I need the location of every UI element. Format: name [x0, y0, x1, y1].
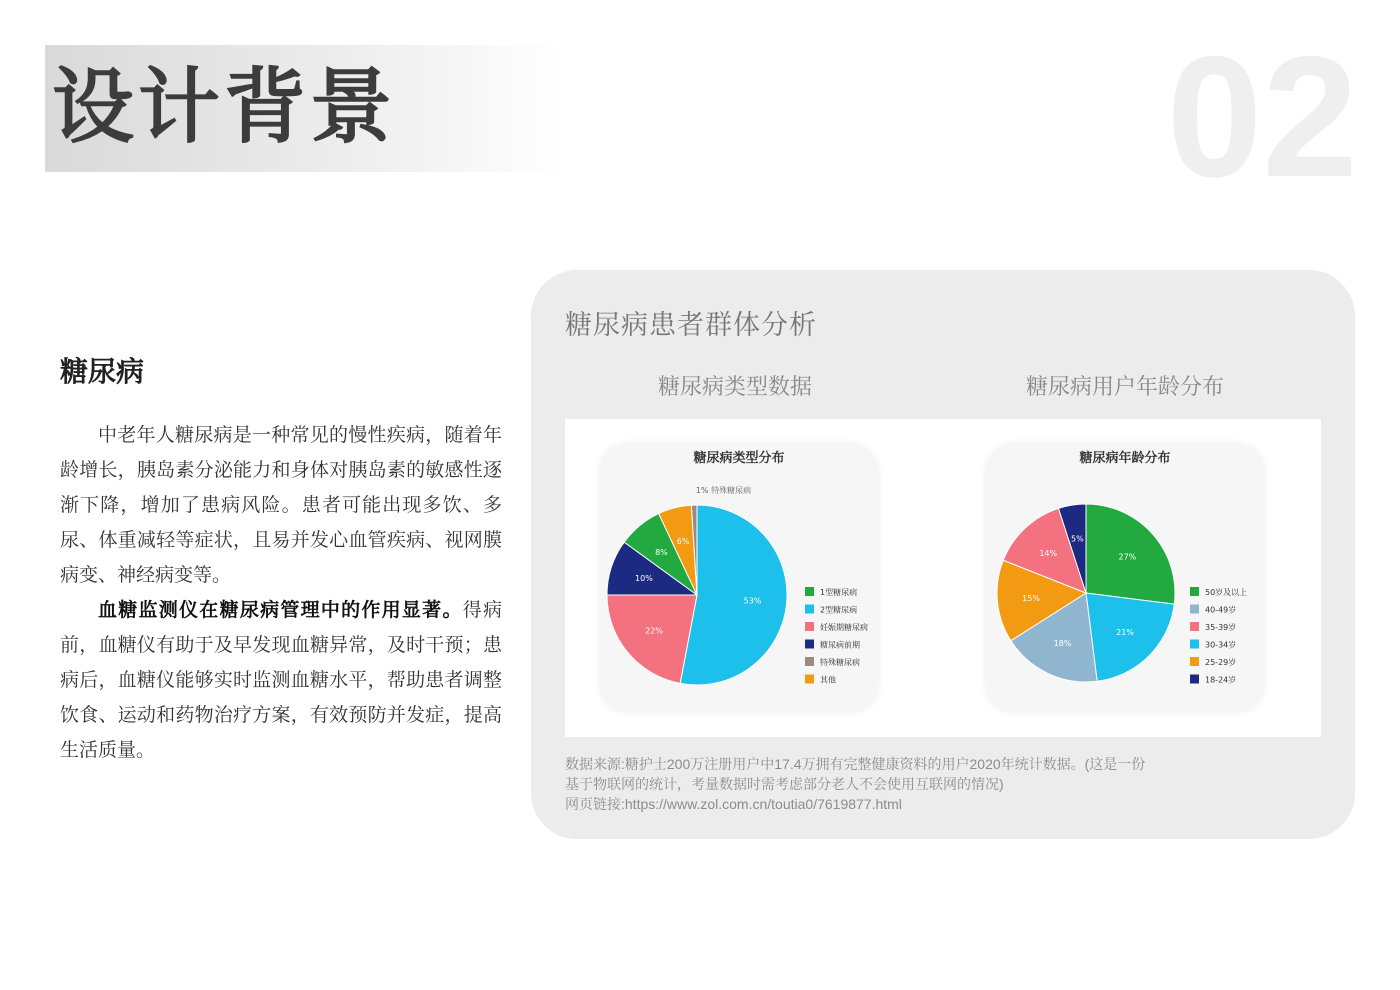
legend-swatch [1190, 622, 1199, 631]
slice-label: 53% [743, 596, 762, 606]
legend-label: 1型糖尿病 [820, 588, 858, 597]
slice-label: 5% [1071, 534, 1084, 544]
legend-swatch [805, 657, 814, 666]
data-source-note [565, 754, 1205, 814]
legend-swatch [805, 587, 814, 596]
legend-swatch [805, 640, 814, 649]
intro-paragraph: 中老年人糖尿病是一种常见的慢性疾病，随着年龄增长，胰岛素分泌能力和身体对胰岛素的敏感性逐渐下降，增加了患病风险。患者可能出现多饮、多尿、体重减轻等症状，且易并发心血管疾病、视网膜病变、神经病变等。 [60, 424, 502, 586]
chart-1-title: 糖尿病年龄分布 [1079, 451, 1171, 466]
monitor-paragraph-lead: 血糖监测仪在糖尿病管理中的作用显著。 [98, 599, 463, 621]
legend-label: 2型糖尿病 [820, 605, 858, 615]
legend-swatch [1190, 657, 1199, 666]
section-number: 02 [1166, 21, 1358, 213]
data-source-link[interactable]: 网页链接:https://www.zol.com.cn/toutia0/7619877.html [565, 796, 902, 812]
legend-label: 其他 [820, 675, 836, 685]
legend-swatch [805, 675, 814, 684]
legend-swatch [805, 605, 814, 614]
pie-slice [1086, 593, 1174, 681]
legend-swatch [1190, 675, 1199, 684]
analysis-card [531, 270, 1355, 839]
intro-column [60, 352, 502, 768]
legend-label: 特殊糖尿病 [820, 658, 860, 667]
legend-label: 35-39岁 [1205, 623, 1237, 632]
age-chart-heading: 糖尿病用户年龄分布 [1025, 375, 1224, 400]
slice-label: 22% [645, 626, 663, 636]
chart-0-title: 糖尿病类型分布 [693, 451, 785, 466]
legend-swatch [1190, 605, 1199, 614]
data-source-line-1: 数据来源:糖护士200万注册用户中17.4万拥有完整健康资料的用户2020年统计数据。(这是一份 [565, 756, 1146, 772]
legend-label: 50岁及以上 [1205, 588, 1248, 597]
type-pie-chart [599, 443, 879, 713]
slice-label: 8% [655, 548, 668, 558]
topic-title: 糖尿病 [60, 355, 145, 388]
legend-label: 妊娠期糖尿病 [820, 623, 868, 632]
legend-label: 糖尿病前期 [820, 640, 860, 650]
legend-swatch [1190, 587, 1199, 596]
data-source-line-2: 基于物联网的统计，考量数据时需考虑部分老人不会使用互联网的情况) [565, 776, 1004, 792]
age-chart-box [985, 443, 1265, 713]
section-title: 设计背景 [52, 60, 397, 155]
card-title: 糖尿病患者群体分析 [565, 310, 817, 341]
slice-label: 1% 特殊糖尿病 [695, 486, 752, 496]
slice-label: 6% [676, 536, 690, 546]
legend-label: 25-29岁 [1205, 658, 1237, 667]
slice-label: 10% [635, 573, 653, 583]
slice-label: 15% [1022, 594, 1040, 604]
legend-swatch [805, 622, 814, 631]
charts-panel [565, 419, 1321, 737]
legend-label: 40-49岁 [1205, 605, 1237, 615]
monitor-paragraph-body: 得病前，血糖仪有助于及早发现血糖异常，及时干预；患病后，血糖仪能够实时监测血糖水平，帮助患者调整饮食、运动和药物治疗方案，有效预防并发症，提高生活质量。 [60, 599, 502, 761]
legend-swatch [1190, 640, 1199, 649]
legend-label: 30-34岁 [1205, 640, 1237, 650]
monitor-paragraph [60, 593, 502, 768]
type-chart-heading: 糖尿病类型数据 [657, 375, 812, 400]
type-chart-box [599, 443, 879, 713]
slice-label: 18% [1053, 638, 1072, 648]
slice-label: 21% [1116, 628, 1134, 638]
legend-label: 18-24岁 [1205, 675, 1237, 685]
age-pie-chart [985, 443, 1265, 713]
slice-label: 14% [1039, 548, 1058, 558]
slice-label: 27% [1118, 552, 1137, 562]
